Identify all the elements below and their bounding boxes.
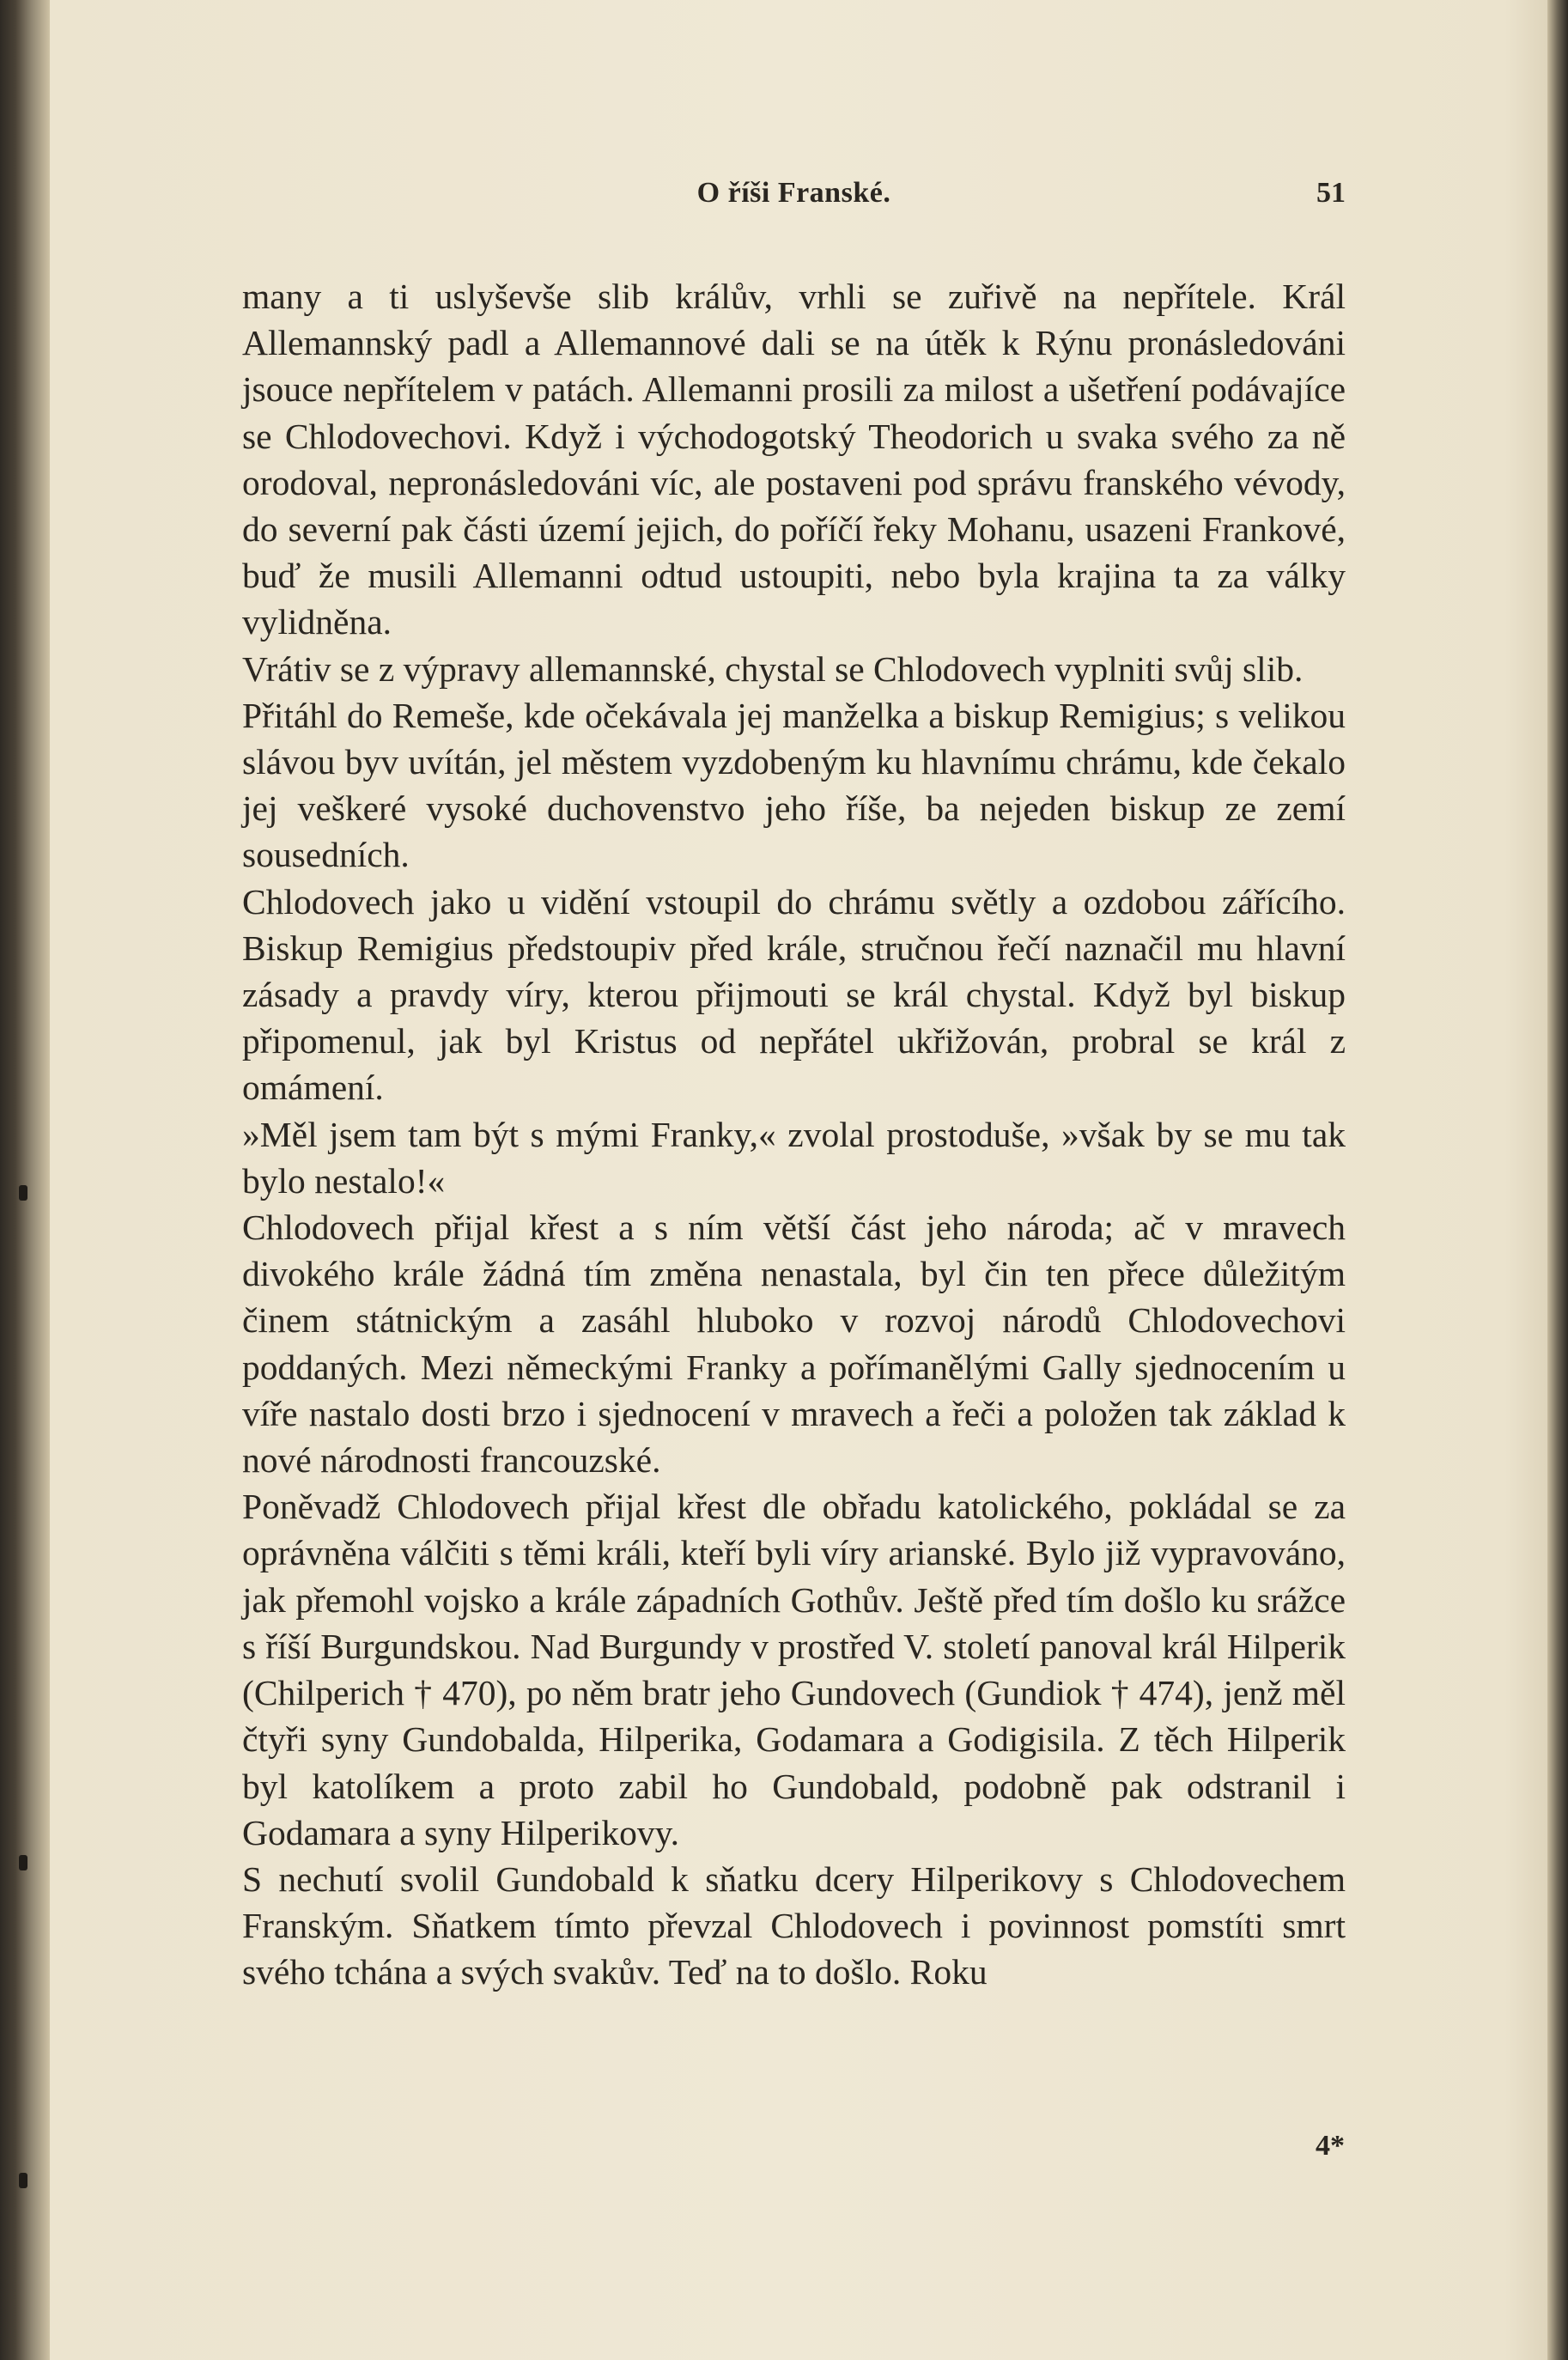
- paragraph: Vrátiv se z výpravy allemannské, chystal se Chlodovech vyplniti svůj slib.: [242, 648, 1304, 689]
- paragraph: S nechutí svolil Gundobald k sňatku dcery Hilperikovy s Chlodovechem Franským. Sňatkem tímto převzal Chlodovech i povinnost pomstíti smrt svého tchána a svých svakův. Teď na to došlo. Roku: [242, 1858, 1346, 1992]
- paragraph: Chlodovech přijal křest a s ním větší část jeho národa; ač v mravech divokého krále žádná tím změna nenastala, byl čin ten přece důležitým činem státnickým a zasáhl hluboko v rozvoj národů Chlodovechovi poddaných. Mezi německými Franky a pořímanělými Gally sjednocením u víře nastalo dosti brzo i sjednocení v mravech a řeči a položen tak základ k nové národnosti francouzské.: [242, 1207, 1346, 1481]
- paragraph: Chlodovech jako u vidění vstoupil do chrámu světly a ozdobou zářícího. Biskup Remigius předstoupiv před krále, stručnou řečí naznačil mu hlavní zásady a pravdy víry, kterou přijmouti se král chystal. Když byl biskup připomenul, jak byl Kristus od nepřátel ukřižován, probral se král z omámení.: [242, 881, 1346, 1108]
- binding-mark: [19, 2173, 27, 2188]
- running-head: O říši Franské.: [696, 177, 891, 209]
- paragraph: Přitáhl do Remeše, kde očekávala jej manželka a biskup Remigius; s velikou slávou byv uvítán, jel městem vyzdobeným ku hlavnímu chrámu, kde čekalo jej veškeré vysoké duchovenstvo jeho říše, ba nejeden biskup ze zemí sousedních.: [242, 695, 1346, 875]
- page-number: 51: [1316, 177, 1346, 209]
- body-text: [242, 273, 1346, 1996]
- signature-mark: 4*: [1316, 2130, 1345, 2162]
- paragraph: Poněvadž Chlodovech přijal křest dle obřadu katolického, pokládal se za oprávněna válčiti s těmi králi, kteří byli víry arianské. Bylo již vypravováno, jak přemohl vojsko a krále západních Gothův. Ještě před tím došlo ku srážce s říší Burgundskou. Nad Burgundy v prostřed V. století panoval král Hilperik (Chilperich † 470), po něm bratr jeho Gundovech (Gundiok † 474), jenž měl čtyři syny Gundobalda, Hilperika, Godamara a Godigisila. Z těch Hilperik byl katolíkem a proto zabil ho Gundobald, podobně pak odstranil i Godamara a syny Hilperikovy.: [242, 1487, 1346, 1852]
- paragraph: many a ti uslyševše slib králův, vrhli se zuřivě na nepřítele. Král Allemannský padl a Allemannové dali se na útěk k Rýnu pronásledováni jsouce nepřítelem v patách. Allemanni prosili za milost a ušetření podávajíce se Chlodovechovi. Když i východogotský Theodorich u svaka svého za ně orodoval, nepronásledováni víc, ale postaveni pod správu franského vévody, do severní pak části území jejich, do poříčí řeky Mohanu, usazeni Frankové, buď že musili Allemanni odtud ustoupiti, nebo byla krajina ta za války vylidněna.: [242, 277, 1346, 642]
- page-header: [242, 177, 1346, 228]
- page-binding-left: [0, 0, 50, 2360]
- binding-mark: [19, 1185, 27, 1201]
- page-binding-right: [1547, 0, 1568, 2360]
- paragraph: »Měl jsem tam být s mými Franky,« zvolal prostoduše, »však by se mu tak bylo nestalo!«: [242, 1114, 1346, 1201]
- binding-mark: [19, 1855, 27, 1870]
